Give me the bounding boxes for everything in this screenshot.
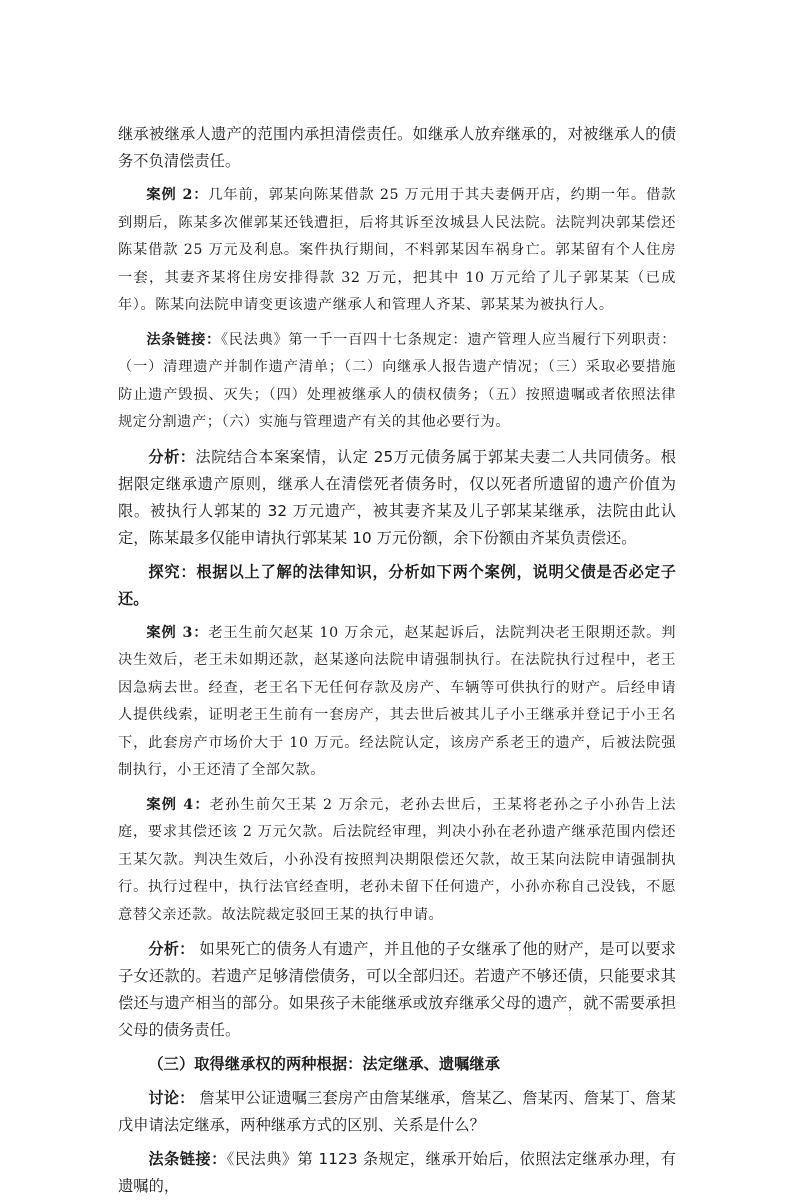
case-3-label: 案例 3： xyxy=(146,624,209,641)
case-2-paragraph xyxy=(118,182,676,320)
case-3-text: 老王生前欠赵某 10 万余元，赵某起诉后，法院判决老王限期还款。判决生效后，老王未如期还款，赵某遂向法院申请强制执行。在法院执行过程中，老王因急病去世。经查，老王名下无任何存款及房产、车辆等可供执行的财产。后经申请人提供线索，证明老王生前有一套房产，其去世后被其儿子小王继承并登记于小王名下，此套房产市场价大于 10 万元。经法院认定，该房产系老王的遗产，后被法院强制执行，小王还清了全部欠款。 xyxy=(118,624,677,778)
law-link-2-label: 法条链接： xyxy=(148,1150,227,1168)
analysis-text: 法院结合本案案情，认定 25万元债务属于郭某夫妻二人共同债务。根据限定继承遗产原则，继承人在清偿死者债务时，仅以死者所遗留的遗产价值为限。被执行人郭某的 32 万元遗产，被其妻齐某及儿子郭某某继承，法院由此认定，陈某最多仅能申请执行郭某某 10 万元份额，余下份额由齐某负责偿还。 xyxy=(118,447,676,547)
case-4-text: 老孙生前欠王某 2 万余元，老孙去世后，王某将老孙之子小孙告上法庭，要求其偿还该 2 万元欠款。后法院经审理，判决小孙在老孙遗产继承范围内偿还王某欠款。判决生效后，小孙没有按照判决期限偿还欠款，故王某向法院申请强制执行。执行过程中，执行法官经查明，老孙未留下任何遗产，小孙亦称自己没钱，不愿意替父亲还款。故法院裁定驳回王某的执行申请。 xyxy=(118,796,677,923)
law-link-text: 《民法典》第一千一百四十七条规定：遗产管理人应当履行下列职责：（一）清理遗产并制作遗产清单；（二）向继承人报告遗产情况；（三）采取必要措施防止遗产毁损、灭失；（四）处理被继承人的债权债务；（五）按照遗嘱或者依照法律规定分割遗产；（六）实施与管理遗产有关的其他必要行为。 xyxy=(118,331,676,430)
analysis-2-paragraph xyxy=(118,936,676,1044)
inquiry-heading xyxy=(118,559,676,613)
paragraph-continuation xyxy=(118,121,676,175)
analysis-2-label: 分析： xyxy=(148,940,195,958)
case-2-text: 几年前，郭某向陈某借款 25 万元用于其夫妻俩开店，约期一年。借款到期后，陈某多次催郭某还钱遭拒，后将其诉至汝城县人民法院。法院判决郭某偿还陈某借款 25 万元及利息。案件执行期间，不料郭某因车祸身亡。郭某留有个人住房一套，其妻齐某将住房安排得款 32 万元，把其中 10 万元给了儿子郭某某（已成年）。陈某向法院申请变更该遗产继承人和管理人齐某、郭某某为被执行人。 xyxy=(118,187,677,313)
discussion-paragraph xyxy=(118,1085,676,1139)
law-link-paragraph xyxy=(118,327,676,437)
case-4-label: 案例 4： xyxy=(146,796,210,813)
case-2-label: 案例 2： xyxy=(146,187,209,203)
inquiry-text: 探究：根据以上了解的法律知识，分析如下两个案例，说明父债是否必定子还。 xyxy=(118,562,676,608)
law-link-2-text: 《民法典》第 1123 条规定，继承开始后，依照法定继承办理，有遗嘱的， xyxy=(118,1150,677,1195)
section-heading-text: （三）取得继承权的两种根据：法定继承、遗嘱继承 xyxy=(148,1055,501,1073)
analysis-label: 分析： xyxy=(148,447,196,466)
section-heading xyxy=(118,1051,676,1078)
discussion-label: 讨论： xyxy=(148,1089,195,1107)
analysis-paragraph xyxy=(118,444,676,552)
case-3-paragraph xyxy=(118,620,676,785)
discussion-text: 詹某甲公证遗嘱三套房产由詹某继承，詹某乙、詹某丙、詹某丁、詹某戊申请法定继承，两种继承方式的区别、关系是什么？ xyxy=(118,1089,676,1134)
paragraph-text: 继承被继承人遗产的范围内承担清偿责任。如继承人放弃继承的，对被继承人的债务不负清偿责任。 xyxy=(118,125,676,170)
law-link-label: 法条链接： xyxy=(146,331,221,348)
case-4-paragraph xyxy=(118,792,676,930)
analysis-2-text: 如果死亡的债务人有遗产，并且他的子女继承了他的财产，是可以要求子女还款的。若遗产足够清偿债务，可以全部归还。若遗产不够还债，只能要求其偿还与遗产相当的部分。如果孩子未能继承或放弃继承父母的遗产，就不需要承担父母的债务责任。 xyxy=(118,940,676,1039)
law-link-2-paragraph xyxy=(118,1146,676,1200)
